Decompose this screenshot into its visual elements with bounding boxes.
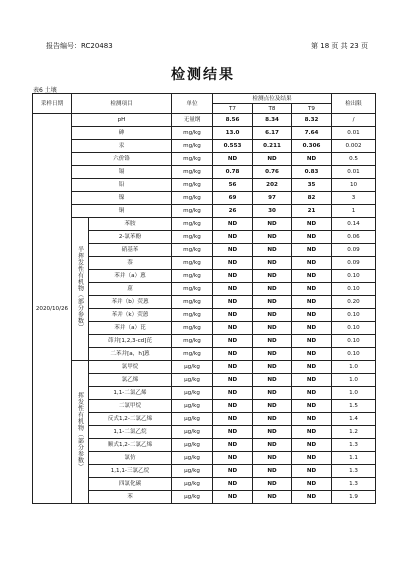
table-row: [33, 192, 376, 205]
cell-unit: mg/kg: [172, 257, 213, 270]
svoc-group-cell-label: 半挥发性有机物（部分参数）: [76, 245, 84, 331]
cell-t9: ND: [292, 478, 332, 491]
cell-unit: μg/kg: [172, 452, 213, 465]
cell-t9: 21: [292, 205, 332, 218]
header-points-group: 检测点位及结果: [213, 94, 332, 104]
cell-limit: 10: [332, 179, 376, 192]
cell-unit: μg/kg: [172, 478, 213, 491]
cell-t7: ND: [213, 465, 253, 478]
cell-t9: ND: [292, 270, 332, 283]
cell-unit: μg/kg: [172, 439, 213, 452]
cell-t7: ND: [213, 283, 253, 296]
table-caption: 表6 土壤: [33, 87, 57, 94]
page-title: 检测结果: [171, 67, 235, 83]
cell-limit: 0.5: [332, 153, 376, 166]
cell-item: 苯并（a）芘: [89, 322, 172, 335]
cell-t9: 35: [292, 179, 332, 192]
cell-item: 苯胺: [89, 218, 172, 231]
sample-date-cell: 2020/10/26: [33, 114, 72, 504]
cell-t9: ND: [292, 348, 332, 361]
cell-t9: ND: [292, 413, 332, 426]
cell-limit: 1.4: [332, 413, 376, 426]
cell-t8: ND: [253, 348, 292, 361]
cell-t8: ND: [253, 452, 292, 465]
cell-t9: 0.306: [292, 140, 332, 153]
cell-limit: 3: [332, 192, 376, 205]
cell-limit: 0.14: [332, 218, 376, 231]
cell-t7: 13.0: [213, 127, 253, 140]
cell-item: 四氯化碳: [89, 478, 172, 491]
cell-limit: 1.5: [332, 400, 376, 413]
cell-unit: μg/kg: [172, 387, 213, 400]
cell-t9: 0.83: [292, 166, 332, 179]
cell-item: 苯并（b）荧蒽: [89, 296, 172, 309]
cell-limit: 0.01: [332, 166, 376, 179]
cell-limit: 1.0: [332, 374, 376, 387]
cell-item: 镍: [72, 192, 172, 205]
table-row: [33, 114, 376, 127]
cell-limit: 1.9: [332, 491, 376, 504]
cell-unit: mg/kg: [172, 127, 213, 140]
cell-t9: ND: [292, 465, 332, 478]
cell-t7: 0.553: [213, 140, 253, 153]
cell-t7: ND: [213, 244, 253, 257]
table-row: [33, 361, 376, 374]
cell-t7: ND: [213, 374, 253, 387]
cell-t9: ND: [292, 257, 332, 270]
cell-unit: mg/kg: [172, 179, 213, 192]
cell-t7: ND: [213, 439, 253, 452]
cell-limit: 1.0: [332, 387, 376, 400]
cell-limit: 0.10: [332, 270, 376, 283]
cell-t7: ND: [213, 270, 253, 283]
cell-unit: mg/kg: [172, 218, 213, 231]
table-row: [33, 153, 376, 166]
cell-t7: ND: [213, 348, 253, 361]
cell-t8: ND: [253, 322, 292, 335]
cell-t9: 7.64: [292, 127, 332, 140]
cell-t9: ND: [292, 426, 332, 439]
cell-t7: ND: [213, 231, 253, 244]
cell-limit: 0.09: [332, 244, 376, 257]
cell-unit: 无量纲: [172, 114, 213, 127]
cell-item: 1,1-二氯乙烯: [89, 387, 172, 400]
header-sampling-date: 采样日期: [33, 94, 72, 114]
cell-item: 苯: [89, 491, 172, 504]
cell-t7: ND: [213, 153, 253, 166]
cell-t8: 0.211: [253, 140, 292, 153]
cell-item: 汞: [72, 140, 172, 153]
cell-t7: ND: [213, 387, 253, 400]
cell-item: 硝基苯: [89, 244, 172, 257]
cell-item: pH: [72, 114, 172, 127]
cell-item: 氯乙烯: [89, 374, 172, 387]
cell-t9: ND: [292, 400, 332, 413]
cell-t7: ND: [213, 322, 253, 335]
table-row: [33, 205, 376, 218]
cell-t8: ND: [253, 270, 292, 283]
cell-t8: ND: [253, 439, 292, 452]
cell-t8: ND: [253, 309, 292, 322]
cell-t9: ND: [292, 231, 332, 244]
table-row: [33, 140, 376, 153]
cell-limit: 0.09: [332, 257, 376, 270]
cell-item: 二氯甲烷: [89, 400, 172, 413]
cell-t9: ND: [292, 361, 332, 374]
cell-t8: ND: [253, 231, 292, 244]
cell-limit: 0.06: [332, 231, 376, 244]
cell-t9: ND: [292, 309, 332, 322]
cell-t8: ND: [253, 465, 292, 478]
cell-unit: mg/kg: [172, 205, 213, 218]
cell-t7: ND: [213, 452, 253, 465]
cell-t7: ND: [213, 335, 253, 348]
cell-t8: ND: [253, 244, 292, 257]
cell-t9: ND: [292, 218, 332, 231]
report-number: 报告编号：RC20483: [46, 42, 113, 50]
cell-t7: ND: [213, 218, 253, 231]
cell-unit: μg/kg: [172, 361, 213, 374]
header-t8: T8: [253, 104, 292, 114]
cell-unit: mg/kg: [172, 153, 213, 166]
cell-unit: μg/kg: [172, 374, 213, 387]
cell-item: 茚并[1,2,3-cd]芘: [89, 335, 172, 348]
cell-limit: 1: [332, 205, 376, 218]
cell-t9: ND: [292, 335, 332, 348]
header-detection-limit: 检出限: [332, 94, 376, 114]
voc-group-cell-label: 挥发性有机物（部分参数）: [76, 392, 84, 470]
cell-item: 砷: [72, 127, 172, 140]
cell-limit: 0.01: [332, 127, 376, 140]
cell-unit: mg/kg: [172, 335, 213, 348]
cell-t7: ND: [213, 400, 253, 413]
cell-item: 苯并（a）蒽: [89, 270, 172, 283]
cell-t7: 26: [213, 205, 253, 218]
header-unit: 单位: [172, 94, 213, 114]
table-row: [33, 179, 376, 192]
voc-group-cell: [72, 361, 89, 504]
results-table-body: [33, 94, 376, 504]
cell-limit: 0.10: [332, 348, 376, 361]
cell-item: 反式1,2-二氯乙烯: [89, 413, 172, 426]
cell-t8: ND: [253, 257, 292, 270]
cell-item: 二苯并[a，h]蒽: [89, 348, 172, 361]
cell-t8: 30: [253, 205, 292, 218]
cell-t9: ND: [292, 374, 332, 387]
cell-item: 六价铬: [72, 153, 172, 166]
cell-t7: ND: [213, 296, 253, 309]
cell-unit: mg/kg: [172, 244, 213, 257]
table-row: [33, 166, 376, 179]
cell-t8: ND: [253, 296, 292, 309]
page-indicator: 第 18 页 共 23 页: [311, 42, 368, 50]
cell-unit: mg/kg: [172, 192, 213, 205]
cell-unit: mg/kg: [172, 270, 213, 283]
cell-limit: 0.20: [332, 296, 376, 309]
cell-unit: mg/kg: [172, 309, 213, 322]
cell-unit: mg/kg: [172, 140, 213, 153]
cell-item: 苯并（k）荧蒽: [89, 309, 172, 322]
cell-t7: ND: [213, 361, 253, 374]
cell-t9: ND: [292, 439, 332, 452]
cell-t9: ND: [292, 244, 332, 257]
cell-item: 氯仿: [89, 452, 172, 465]
cell-t8: 6.17: [253, 127, 292, 140]
cell-t7: ND: [213, 257, 253, 270]
cell-unit: mg/kg: [172, 348, 213, 361]
svoc-group-cell: [72, 218, 89, 361]
cell-unit: mg/kg: [172, 296, 213, 309]
cell-item: 镉: [72, 166, 172, 179]
cell-t9: ND: [292, 283, 332, 296]
cell-unit: mg/kg: [172, 166, 213, 179]
cell-t7: ND: [213, 413, 253, 426]
results-table: [32, 93, 376, 504]
cell-t7: ND: [213, 309, 253, 322]
cell-item: 萘: [89, 257, 172, 270]
cell-item: 2-氯苯酚: [89, 231, 172, 244]
cell-t8: ND: [253, 413, 292, 426]
cell-t8: ND: [253, 153, 292, 166]
cell-limit: 1.3: [332, 478, 376, 491]
cell-t7: ND: [213, 478, 253, 491]
cell-t7: 56: [213, 179, 253, 192]
cell-t8: 202: [253, 179, 292, 192]
cell-limit: 0.10: [332, 335, 376, 348]
cell-limit: 0.10: [332, 309, 376, 322]
cell-t8: ND: [253, 387, 292, 400]
cell-item: 1,1-二氯乙烷: [89, 426, 172, 439]
cell-unit: mg/kg: [172, 322, 213, 335]
cell-limit: 0.10: [332, 322, 376, 335]
cell-t8: 97: [253, 192, 292, 205]
header-test-item: 检测项目: [72, 94, 172, 114]
header-t7: T7: [213, 104, 253, 114]
cell-t9: ND: [292, 387, 332, 400]
cell-t9: ND: [292, 296, 332, 309]
cell-unit: μg/kg: [172, 426, 213, 439]
cell-t8: 8.34: [253, 114, 292, 127]
cell-limit: 1.1: [332, 452, 376, 465]
table-header-row: [33, 94, 376, 104]
cell-unit: μg/kg: [172, 400, 213, 413]
cell-item: 铜: [72, 205, 172, 218]
cell-limit: 0.10: [332, 283, 376, 296]
cell-t9: ND: [292, 491, 332, 504]
cell-t7: ND: [213, 426, 253, 439]
cell-limit: 1.3: [332, 465, 376, 478]
cell-t8: ND: [253, 361, 292, 374]
cell-t8: ND: [253, 283, 292, 296]
cell-t8: ND: [253, 218, 292, 231]
cell-t7: 0.78: [213, 166, 253, 179]
cell-limit: /: [332, 114, 376, 127]
cell-t8: ND: [253, 426, 292, 439]
cell-item: 氯甲烷: [89, 361, 172, 374]
cell-t8: ND: [253, 478, 292, 491]
cell-t7: ND: [213, 491, 253, 504]
cell-t8: ND: [253, 400, 292, 413]
cell-t9: 82: [292, 192, 332, 205]
cell-t9: ND: [292, 452, 332, 465]
cell-item: 铅: [72, 179, 172, 192]
cell-t8: ND: [253, 491, 292, 504]
cell-unit: mg/kg: [172, 283, 213, 296]
cell-limit: 1.3: [332, 439, 376, 452]
header-t9: T9: [292, 104, 332, 114]
cell-t8: 0.76: [253, 166, 292, 179]
cell-item: 1,1,1-三氯乙烷: [89, 465, 172, 478]
cell-limit: 1.2: [332, 426, 376, 439]
table-row: [33, 127, 376, 140]
cell-unit: mg/kg: [172, 231, 213, 244]
cell-t8: ND: [253, 374, 292, 387]
cell-unit: μg/kg: [172, 491, 213, 504]
cell-unit: μg/kg: [172, 413, 213, 426]
cell-t7: 69: [213, 192, 253, 205]
cell-limit: 0.002: [332, 140, 376, 153]
cell-item: 顺式1,2-二氯乙烯: [89, 439, 172, 452]
table-row: [33, 218, 376, 231]
cell-limit: 1.0: [332, 361, 376, 374]
cell-t8: ND: [253, 335, 292, 348]
cell-unit: μg/kg: [172, 465, 213, 478]
cell-t9: 8.32: [292, 114, 332, 127]
cell-t9: ND: [292, 322, 332, 335]
results-table-container: [32, 93, 375, 504]
cell-item: 䓛: [89, 283, 172, 296]
cell-t9: ND: [292, 153, 332, 166]
cell-t7: 8.56: [213, 114, 253, 127]
